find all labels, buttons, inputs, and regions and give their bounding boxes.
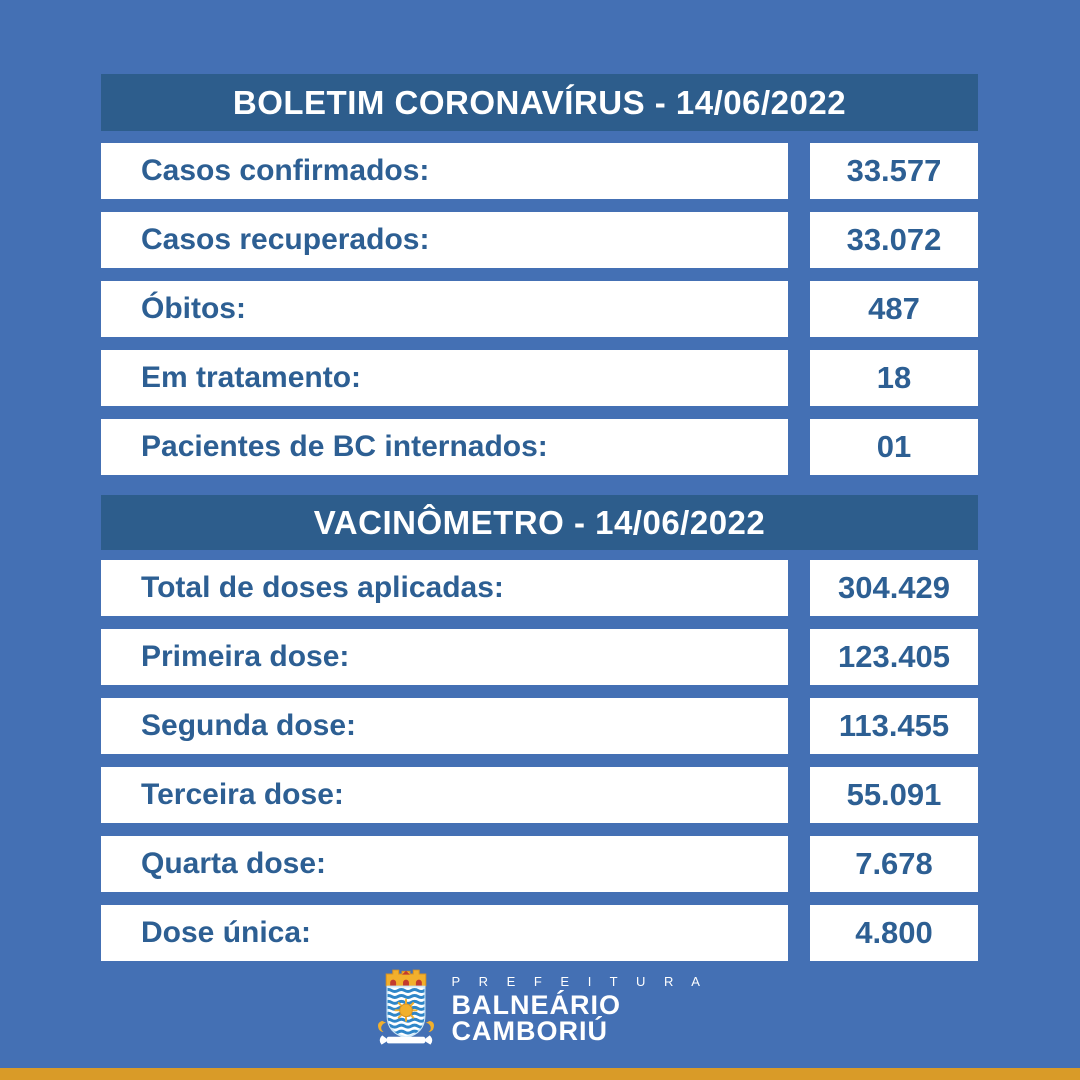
row-label: Casos confirmados: <box>141 154 430 187</box>
row-value-box <box>810 629 978 685</box>
row-label-box <box>101 767 788 823</box>
section-header-vacinometro <box>101 495 978 550</box>
row-label-box <box>101 143 788 199</box>
row-label: Em tratamento: <box>141 361 362 394</box>
row-label-box <box>101 350 788 406</box>
table-row <box>101 905 978 961</box>
row-label: Terceira dose: <box>141 778 344 811</box>
row-value: 33.577 <box>846 153 942 188</box>
footer-org-name <box>452 974 708 1044</box>
row-value: 123.405 <box>837 639 951 674</box>
row-value: 487 <box>868 291 920 326</box>
table-row <box>101 143 978 199</box>
row-label-box <box>101 281 788 337</box>
row-label-box <box>101 905 788 961</box>
footer-org-camboriu: CAMBORIÚ <box>451 1016 609 1046</box>
row-label: Primeira dose: <box>141 640 350 673</box>
row-label-box <box>101 698 788 754</box>
row-label-box <box>101 629 788 685</box>
row-value: 7.678 <box>855 846 933 881</box>
row-value: 18 <box>876 360 912 395</box>
row-value-box <box>810 212 978 268</box>
section-title-boletim: BOLETIM CORONAVÍRUS - 14/06/2022 <box>232 83 847 121</box>
row-value-box <box>810 143 978 199</box>
row-value: 33.072 <box>846 222 942 257</box>
bottom-accent-bar <box>0 1068 1080 1080</box>
table-row <box>101 836 978 892</box>
row-label-box <box>101 419 788 475</box>
row-value-box <box>810 836 978 892</box>
row-label: Óbitos: <box>141 292 246 325</box>
table-row <box>101 419 978 475</box>
section-title-vacinometro: VACINÔMETRO - 14/06/2022 <box>313 503 766 541</box>
row-value: 01 <box>876 429 912 464</box>
table-row <box>101 629 978 685</box>
row-label: Segunda dose: <box>141 709 357 742</box>
row-label-box <box>101 836 788 892</box>
row-value-box <box>810 560 978 616</box>
row-label: Dose única: <box>141 916 312 949</box>
table-row <box>101 698 978 754</box>
row-value: 4.800 <box>855 915 933 950</box>
footer-org-balneario: BALNEÁRIO <box>451 990 622 1020</box>
row-value-box <box>810 767 978 823</box>
table-row <box>101 767 978 823</box>
table-row <box>101 350 978 406</box>
footer-logo <box>0 964 1080 1054</box>
table-row <box>101 212 978 268</box>
coat-of-arms-icon <box>373 964 439 1054</box>
row-value-box <box>810 281 978 337</box>
row-value-box <box>810 905 978 961</box>
row-value: 304.429 <box>837 570 951 605</box>
footer-org-prefeitura: P R E F E I T U R A <box>451 974 708 989</box>
table-row <box>101 560 978 616</box>
bulletin-content <box>101 74 978 974</box>
row-label: Total de doses aplicadas: <box>141 571 504 604</box>
row-label-box <box>101 212 788 268</box>
row-value: 55.091 <box>846 777 942 812</box>
row-value: 113.455 <box>838 708 950 743</box>
row-label: Casos recuperados: <box>141 223 430 256</box>
row-label-box <box>101 560 788 616</box>
table-row <box>101 281 978 337</box>
row-value-box <box>810 419 978 475</box>
row-value-box <box>810 350 978 406</box>
row-label: Quarta dose: <box>141 847 327 880</box>
section-header-boletim <box>101 74 978 131</box>
row-value-box <box>810 698 978 754</box>
row-label: Pacientes de BC internados: <box>141 430 548 463</box>
